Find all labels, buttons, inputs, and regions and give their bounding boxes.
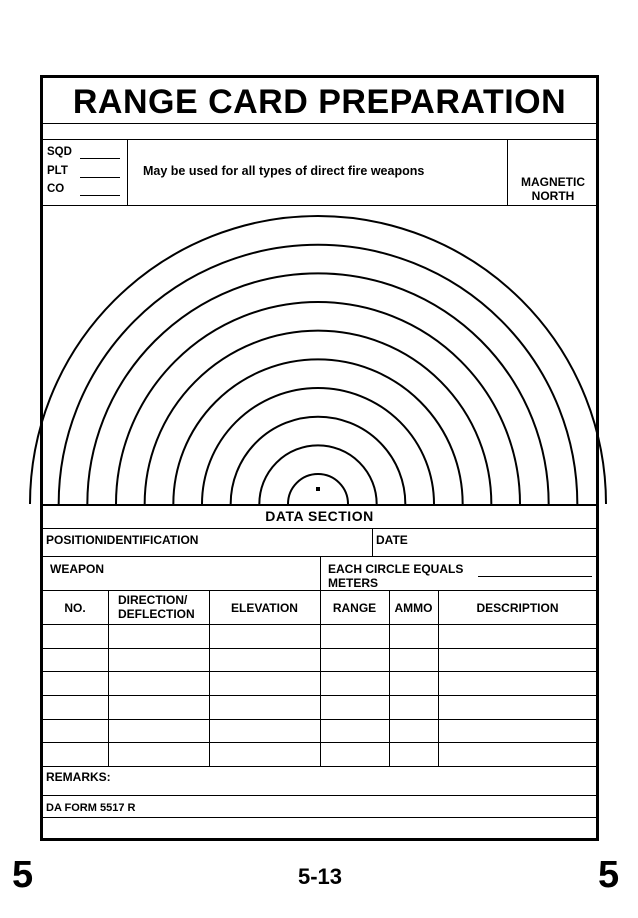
remarks-top-divider: [42, 766, 597, 767]
circle-distance-blank[interactable]: [478, 576, 592, 577]
magnetic-label: MAGNETIC: [521, 175, 585, 189]
weapon-position-dot: [316, 487, 320, 491]
direction-label: DIRECTION/: [118, 593, 188, 607]
data-section-top-line: [42, 504, 597, 506]
weapon-divider: [320, 556, 321, 590]
weapon-label: WEAPON: [50, 562, 104, 576]
data-section-title: DATA SECTION: [265, 508, 374, 524]
form-id-bottom-divider: [42, 817, 597, 818]
meters-label: METERS: [328, 576, 379, 590]
col-header-ammo: AMMO: [394, 601, 433, 615]
col-header-direction: [118, 593, 195, 621]
col-header-elevation: ELEVATION: [231, 601, 298, 615]
usage-note: May be used for all types of direct fire weapons: [143, 164, 425, 178]
table-row[interactable]: [42, 648, 597, 649]
range-ring: [173, 359, 462, 504]
col-header-description: DESCRIPTION: [476, 601, 559, 615]
table-row[interactable]: [42, 671, 597, 672]
each-circle-label: [328, 562, 463, 590]
chapter-number-left: 5: [12, 854, 34, 896]
table-row[interactable]: [42, 719, 597, 720]
remarks-bottom-divider: [42, 795, 597, 796]
col-divider-3: [320, 590, 321, 766]
col-divider-5: [438, 590, 439, 766]
plt-label: PLT: [47, 165, 68, 177]
table-row[interactable]: [42, 695, 597, 696]
deflection-label: DEFLECTION: [118, 607, 195, 621]
co-label: CO: [47, 183, 65, 195]
date-divider: [372, 528, 373, 556]
col-divider-1: [108, 590, 109, 766]
north-label: NORTH: [531, 189, 575, 203]
each-circle-equals: EACH CIRCLE EQUALS: [328, 562, 464, 576]
col-header-no: NO.: [64, 601, 86, 615]
date-label: DATE: [376, 533, 408, 547]
page-number: 5-13: [297, 864, 343, 889]
col-divider-2: [209, 590, 210, 766]
sqd-label: SQD: [47, 146, 72, 158]
page-title: RANGE CARD PREPARATION: [72, 83, 567, 121]
data-title-divider: [42, 528, 597, 529]
col-divider-4: [389, 590, 390, 766]
col-header-range: RANGE: [332, 601, 377, 615]
form-id: DA FORM 5517 R: [46, 802, 136, 814]
chapter-number-right: 5: [598, 854, 620, 896]
table-row[interactable]: [42, 742, 597, 743]
position-identification-label: POSITIONIDENTIFICATION: [46, 533, 199, 547]
range-ring: [59, 245, 578, 504]
range-rings: [30, 216, 606, 504]
remarks-label: REMARKS:: [46, 770, 111, 784]
